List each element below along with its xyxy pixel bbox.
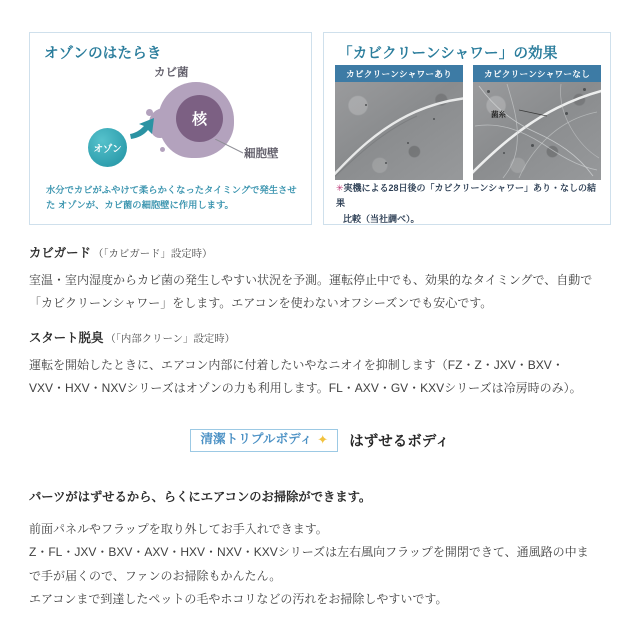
kabiguard-body [29,269,611,316]
info-panel-row [29,32,611,225]
ozone-diagram [30,63,313,183]
photo-speck [487,90,490,93]
mold-label: カビ菌 [154,67,189,79]
photo-image-with-shower [335,82,463,180]
removable-body-line-2: Z・FL・JXV・BXV・AXV・HXV・NXV・KXVシリーズは左右風向フラップを開閉できて、通風路の中ま [29,545,589,560]
removable-body-heading-row [29,429,611,452]
ozone-bubble-label: オゾン [88,128,127,167]
footnote-asterisk-icon: ✳ [336,183,344,193]
cell-fragment-icon [146,109,153,116]
start-deodorize-heading [29,328,611,346]
ozone-panel-caption [46,183,298,214]
start-deodorize-body-line-2: VXV・HXV・NXVシリーズはオゾンの力も利用します。FL・AXV・GV・KXVシリーズは冷房時のみ）。 [29,381,582,396]
ozone-panel-title: オゾンのはたらき [44,46,162,62]
footnote-line-2: 比較（当社調べ）。 [343,213,420,224]
cell-wall-leader-line [215,139,245,155]
ozone-caption-line-2: オゾンが、カビ菌の細胞壁に作用します。 [57,200,234,211]
start-deodorize-body-line-1: 運転を開始したときに、エアコン内部に付着したいやなニオイを抑制します（FZ・Z・JXV・BXV・ [29,358,564,372]
shower-effect-panel [323,32,611,225]
kabiguard-body-line-2: 「カビクリーンシャワー」をします。エアコンを使わないオフシーズンでも安心です。 [29,296,493,311]
cell-fragment-icon [168,139,175,147]
shower-footnote [336,181,598,227]
photo-speck [385,162,387,164]
cell-wall-label: 細胞壁 [244,148,279,160]
photo-speck [531,144,534,147]
removable-body-title: はずせるボディ [349,433,450,450]
photo-header-without-shower: カビクリーンシャワーなし [473,65,601,82]
removable-body-lead-wrap [29,487,611,505]
photo-speck [433,118,435,120]
arrow-icon [129,116,157,142]
kabiguard-body-line-1: 室温・室内湿度からカビ菌の発生しやすい状況を予測。運転停止中でも、効果的なタイミングで、自動で [29,273,593,287]
nucleus-label: 核 [176,95,223,142]
hyphae-annotation-label: 菌糸 [491,110,506,119]
ozone-caption-line-1: 水分でカビがふやけて柔らかくなったタイミングで発生させた [46,185,297,211]
photo-without-shower [473,65,601,180]
photo-image-without-shower [473,82,601,180]
start-deodorize-heading-title: スタート脱臭 [29,331,104,345]
section-start-deodorize [29,328,611,401]
kabiguard-heading-title: カビガード [29,246,91,260]
section-kabiguard [29,243,611,316]
cell-fragment-icon [160,147,165,152]
photo-streak-lines [335,82,463,180]
photo-comparison [335,65,601,180]
start-deodorize-body [29,354,611,401]
photo-speck [565,112,568,115]
removable-body-lead: パーツがはずせるから、らくにエアコンのお掃除ができます。 [29,490,372,504]
removable-body-detail [29,518,611,612]
shower-panel-title: 「カビクリーンシャワー」の効果 [338,46,558,62]
kabiguard-heading [29,243,611,261]
removable-body-line-4: エアコンまで到達したペットの毛やホコリなどの汚れをお掃除しやすいです。 [29,592,448,607]
removable-body-line-3: で手が届くので、ファンのお掃除もかんたん。 [29,568,282,583]
hyphae-network-lines [473,82,601,180]
photo-speck [583,88,586,91]
photo-with-shower [335,65,463,180]
clean-triple-body-badge [190,429,338,452]
ozone-mechanism-panel [29,32,312,225]
start-deodorize-heading-sub: （「内部クリーン」設定時） [105,334,236,345]
photo-speck [503,152,505,154]
photo-speck [407,142,409,144]
sparkle-icon: ✦ [317,432,329,448]
removable-body-line-1: 前面パネルやフラップを取り外してお手入れできます。 [29,522,328,536]
photo-speck [365,104,367,106]
clean-triple-body-badge-label: 清潔トリプルボディ [200,432,313,446]
photo-header-with-shower: カビクリーンシャワーあり [335,65,463,82]
footnote-line-1: 実機による28日後の「カビクリーンシャワー」あり・なしの結果 [336,183,596,209]
kabiguard-heading-sub: （「カビガード」設定時） [92,249,213,260]
